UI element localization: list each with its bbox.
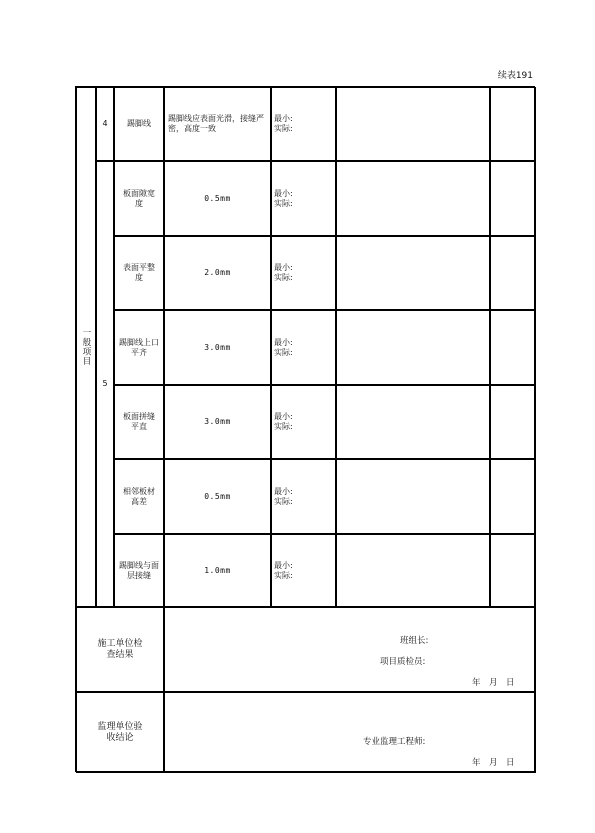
row-record-cell[interactable] (336, 459, 490, 534)
actual-label: 实际: (274, 347, 293, 357)
row-tolerance: 3.0mm (204, 342, 231, 352)
row-name-cell (114, 534, 164, 607)
row-name-cell (114, 385, 164, 459)
row-name: 表面平整度 (123, 263, 155, 282)
item4-number: 4 (102, 119, 108, 128)
supervision-date: 年 月 日 (472, 758, 515, 768)
item4-name: 踢脚线 (127, 119, 151, 128)
item4-name-cell (114, 87, 164, 161)
construction-date: 年 月 日 (472, 678, 515, 688)
min-label: 最小: (274, 263, 293, 272)
item4-record-cell[interactable] (336, 87, 490, 161)
row-record-cell[interactable] (336, 310, 490, 385)
actual-label: 实际: (274, 273, 293, 282)
row-measure-cell[interactable] (271, 534, 336, 607)
sheet-label: 续表191 (497, 71, 533, 81)
row-tolerance: 3.0mm (204, 417, 231, 426)
construction-label-cell (76, 607, 164, 692)
row-name-cell (114, 459, 164, 534)
row-tolerance-cell (164, 534, 271, 607)
row-tolerance: 0.5mm (204, 491, 231, 501)
inspection-form (75, 86, 535, 772)
min-label: 最小: (274, 560, 293, 570)
actual-label: 实际: (274, 496, 293, 506)
row-measure-cell[interactable] (271, 310, 336, 385)
row-name: 板面拼缝平直 (123, 412, 155, 431)
row-name-cell (114, 236, 164, 310)
row-tolerance-cell (164, 236, 271, 310)
row-result-cell[interactable] (490, 161, 536, 236)
row-measure-cell[interactable] (271, 236, 336, 310)
inspector-label: 项目质检员: (380, 657, 426, 667)
team-leader-label: 班组长: (400, 636, 429, 646)
min-label: 最小: (274, 412, 293, 421)
construction-result-cell[interactable] (164, 607, 536, 692)
row-result-cell[interactable] (490, 310, 536, 385)
row-tolerance: 1.0mm (204, 565, 231, 575)
row-name: 踢脚线上口平齐 (119, 337, 159, 357)
min-label: 最小: (274, 337, 293, 347)
actual-label: 实际: (274, 198, 293, 208)
actual-label: 实际: (274, 124, 293, 133)
row-record-cell[interactable] (336, 161, 490, 236)
item4-measure-cell[interactable] (271, 87, 336, 161)
construction-label: 施工单位检查结果 (97, 638, 143, 660)
item5-number: 5 (102, 379, 108, 388)
row-name-cell (114, 161, 164, 236)
row-result-cell[interactable] (490, 236, 536, 310)
row-result-cell[interactable] (490, 385, 536, 459)
section-label: 一般项目 (81, 328, 91, 366)
item5-number-cell (96, 161, 114, 607)
item4-result-cell[interactable] (490, 87, 536, 161)
supervision-result-cell[interactable] (164, 692, 536, 773)
min-label: 最小: (274, 188, 293, 198)
item4-description-cell (164, 87, 271, 161)
row-measure-cell[interactable] (271, 161, 336, 236)
row-tolerance-cell (164, 459, 271, 534)
min-label: 最小: (274, 114, 293, 123)
row-tolerance-cell (164, 310, 271, 385)
actual-label: 实际: (274, 422, 293, 431)
row-record-cell[interactable] (336, 385, 490, 459)
item4-number-cell (96, 87, 114, 161)
row-tolerance: 2.0mm (204, 268, 231, 277)
row-name: 相邻板材高差 (123, 486, 155, 506)
row-name: 板面隙宽度 (123, 188, 155, 208)
row-result-cell[interactable] (490, 459, 536, 534)
section-label-cell (76, 87, 96, 607)
row-name: 踢脚线与面层接缝 (119, 560, 159, 580)
row-result-cell[interactable] (490, 534, 536, 607)
row-record-cell[interactable] (336, 534, 490, 607)
row-name-cell (114, 310, 164, 385)
supervision-label: 监理单位验收结论 (97, 721, 143, 743)
row-record-cell[interactable] (336, 236, 490, 310)
engineer-label: 专业监理工程师: (363, 737, 426, 747)
actual-label: 实际: (274, 570, 293, 580)
row-measure-cell[interactable] (271, 459, 336, 534)
supervision-label-cell (76, 692, 164, 773)
row-tolerance-cell (164, 385, 271, 459)
row-tolerance-cell (164, 161, 271, 236)
min-label: 最小: (274, 486, 293, 496)
row-tolerance: 0.5mm (204, 193, 231, 203)
row-measure-cell[interactable] (271, 385, 336, 459)
item4-description: 踢脚线应表面光滑，接缝严密，高度一致 (168, 114, 264, 133)
